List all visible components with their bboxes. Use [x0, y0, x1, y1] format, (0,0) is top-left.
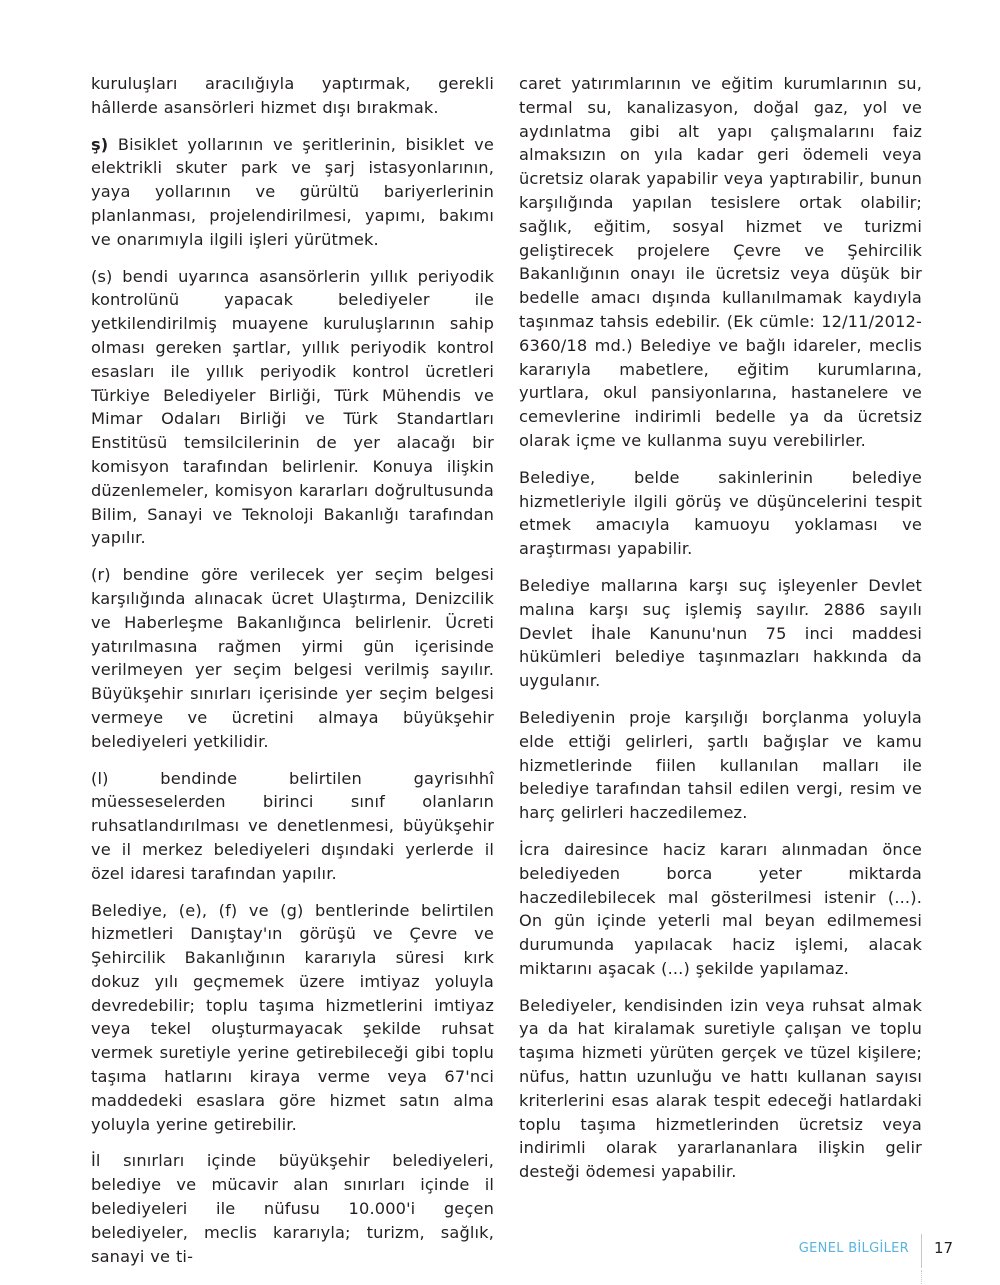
paragraph: kuruluşları aracılığıyla yaptırmak, gerekli hâllerde asansörleri hizmet dışı bırakmak. [91, 74, 494, 117]
paragraph: caret yatırımlarının ve eğitim kurumlarının su, termal su, kanalizasyon, doğal gaz, yol ve aydınlatma gibi alt yapı çalışmalarını faiz almaksızın on yıla kadar geri ödemeli veya ücretsiz olarak yapabilir veya yaptırabilir, bunun karşılığında yapılan tesislere ortak olabilir; sağlık, eğitim, sosyal hizmet ve turizmi geliştirecek projelere Çevre ve Şehircilik Bakanlığının onayı ile ücretsiz veya düşük bir bedelle amacı dışında kullanılmamak kaydıyla taşınmaz tahsis edebilir. (Ek cümle: 12/11/2012-6360/18 md.) Belediye ve bağlı idareler, meclis kararıyla mabetlere, eğitim kurumlarına, yurtlara, okul pansiyonlarına, hastanelere ve cemevlerine indirimli bedelle ya da ücretsiz olarak içme ve kullanma suyu verebilirler. [519, 74, 922, 450]
paragraph: İl sınırları içinde büyükşehir belediyeleri, belediye ve mücavir alan sınırları içinde il belediyeleri ile nüfusu 10.000'i geçen belediyeler, meclis kararıyla; turizm, sağlık, sanayi ve ti- [91, 1151, 494, 1266]
paragraph: Belediyenin proje karşılığı borçlanma yoluyla elde ettiği gelirleri, şartlı bağışlar ve kamu hizmetlerinde fiilen kullanılan malları ile belediye tarafından tahsil edilen vergi, resim ve harç gelirleri haczedilemez. [519, 707, 922, 823]
page-number: 17 [934, 1239, 954, 1257]
footer-divider [921, 1234, 922, 1268]
paragraph: (s) bendi uyarınca asansörlerin yıllık periyodik kontrolünü yapacak belediyeler ile yetkilendirilmiş muayene kuruluşlarının sahip olması gereken şartlar, yıllık periyodik kontrol esasları ile yıllık periyodik kontrol ücretleri Türkiye Belediyeler Birliği, Türk Mühendis ve Mimar Odaları Birliği ve Türk Standartları Enstitüsü temsilcilerinin de yer alacağı bir komisyon tarafından belirlenir. Konuya ilişkin düzenlemeler, komisyon kararları doğrultusunda Bilim, Sanayi ve Teknoloji Bakanlığı tarafından yapılır. [91, 266, 494, 548]
paragraph: Belediye, (e), (f) ve (g) bentlerinde belirtilen hizmetleri Danıştay'ın görüşü ve Çevre ve Şehircilik Bakanlığının kararıyla süresi kırk dokuz yılı geçmemek üzere imtiyaz yoluyla devredebilir; toplu taşıma hizmetlerini imtiyaz veya tekel oluşturmayacak şekilde ruhsat vermek suretiyle yerine getirebileceği gibi toplu taşıma hatlarını kiraya verme veya 67'nci maddedeki esaslara göre hizmet satın alma yoluyla yerine getirebilir. [91, 900, 494, 1134]
footer-divider-dots [921, 1270, 923, 1284]
paragraph: (l) bendinde belirtilen gayrisıhhî müesseselerden birinci sınıf olanların ruhsatlandırılması ve denetlenmesi, büyükşehir ve il merkez belediyeleri dışındaki yerlerde il özel idaresi tarafından yapılır. [91, 768, 494, 883]
left-column [91, 72, 494, 1281]
section-title: GENEL BİLGİLER [798, 1241, 909, 1256]
paragraph [91, 133, 494, 252]
right-column [519, 72, 922, 1197]
paragraph: Belediye mallarına karşı suç işleyenler Devlet malına karşı suç işlemiş sayılır. 2886 sayılı Devlet İhale Kanunu'nun 75 inci maddesi hükümleri belediye taşınmazları hakkında da uygulanır. [519, 575, 922, 691]
paragraph: İcra dairesince haciz kararı alınmadan önce belediyeden borca yeter miktarda haczedilebilecek mal gösterilmesi istenir (...). On gün içinde yeterli mal beyan edilmemesi durumunda yapılacak haciz işlemi, alacak miktarını aşacak (...) şekilde yapılamaz. [519, 839, 922, 978]
paragraph: (r) bendine göre verilecek yer seçim belgesi karşılığında alınacak ücret Ulaştırma, Denizcilik ve Haberleşme Bakanlığınca belirlenir. Ücreti yatırılmasına rağmen yirmi gün içerisinde verilmeyen yer seçim belgesi verilmiş sayılır. Büyükşehir sınırları içerisinde yer seçim belgesi vermeye ve ücretini almaya büyükşehir belediyeleri yetkilidir. [91, 565, 494, 751]
item-text: Bisiklet yollarının ve şeritlerinin, bisiklet ve elektrikli skuter park ve şarj istasyonlarının, yaya yollarının ve gürültü bariyerlerinin planlanması, projelendirilmesi, yapımı, bakımı ve onarımıyla ilgili işleri yürütmek. [91, 134, 495, 249]
paragraph: Belediye, belde sakinlerinin belediye hizmetleriyle ilgili görüş ve düşüncelerini tespit etmek amacıyla kamuoyu yoklaması ve araştırması yapabilir. [519, 467, 922, 559]
paragraph: Belediyeler, kendisinden izin veya ruhsat almak ya da hat kiralamak suretiyle çalışan ve toplu taşıma hizmeti yürüten gerçek ve tüzel kişilere; nüfus, hattın uzunluğu ve hattı kullanan sayısı kriterlerini esas alarak tespit edeceği hatlardaki toplu taşıma hizmetlerinden ücretsiz veya indirimli olarak yararlananlara ilişkin gelir desteği ödemesi yapabilir. [519, 995, 922, 1182]
page-footer [0, 1232, 1000, 1272]
item-label: ş) [91, 134, 109, 154]
